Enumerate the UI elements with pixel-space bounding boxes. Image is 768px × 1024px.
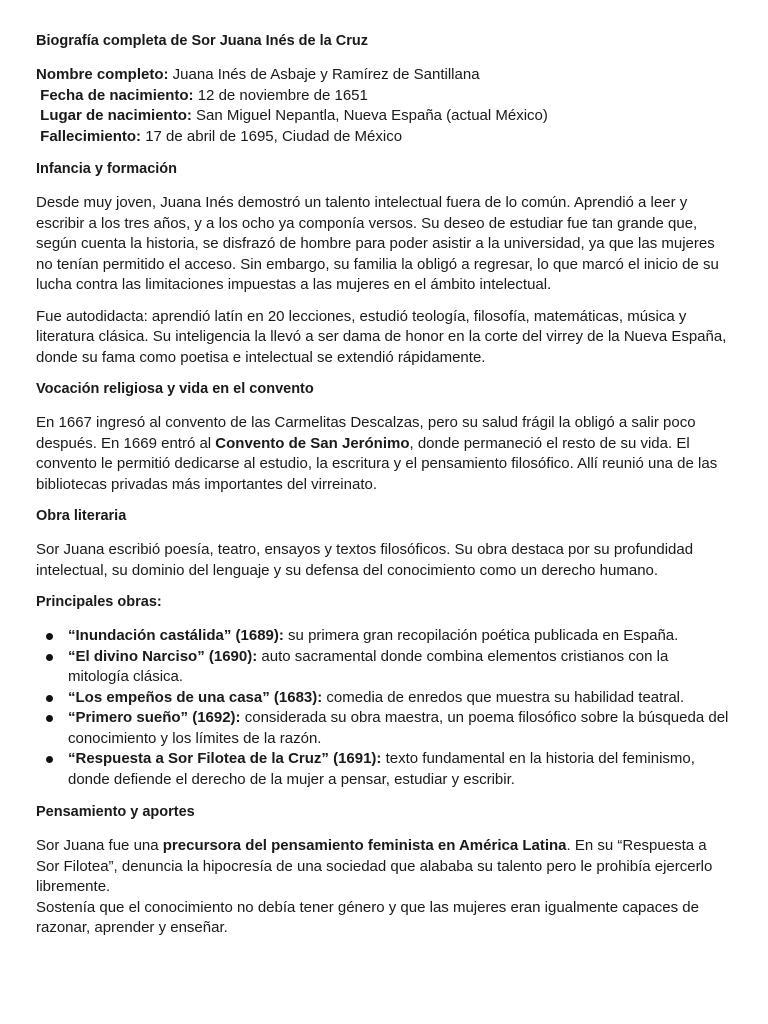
bullet-icon: [46, 756, 53, 763]
paragraph: [36, 836, 732, 939]
list-item: [36, 708, 732, 749]
work-title: “Los empeños de una casa” (1683):: [68, 688, 323, 706]
facts-block: [36, 65, 732, 147]
list-item: [36, 626, 732, 647]
document-title: Biografía completa de Sor Juana Inés de la Cruz: [36, 33, 368, 49]
section-heading-pensamiento: Pensamiento y aportes: [36, 804, 195, 820]
work-description: su primera gran recopilación poética publicada en España.: [283, 627, 679, 644]
section-heading-vocacion: Vocación religiosa y vida en el convento: [36, 381, 314, 397]
paragraph: Fue autodidacta: aprendió latín en 20 lecciones, estudió teología, filosofía, matemáticas, música y literatura clásica. Su inteligencia la llevó a ser dama de honor en la corte del virrey de la Nueva España, donde su fama como poetisa e intelectual se extendió rápidamente.: [36, 307, 727, 366]
bold-text-run: precursora del pensamiento feminista en América Latina: [162, 837, 567, 854]
bullet-icon: [46, 695, 53, 702]
text-run: En 1667 ingresó al convento de las Carmelitas Descalzas, pero su salud frágil la obligó a salir poco después. En 1669 entró al: [36, 414, 696, 452]
text-run: Sor Juana fue una: [36, 837, 163, 854]
work-title: “El divino Narciso” (1690):: [68, 647, 258, 665]
fact-full-name: [36, 65, 732, 86]
text-run: Sostenía que el conocimiento no debía tener género y que las mujeres eran igualmente capaces de razonar, aprender y enseñar.: [36, 898, 699, 936]
fact-death: [36, 127, 732, 148]
works-list: [36, 626, 732, 790]
paragraph: [36, 413, 732, 495]
work-description: auto sacramental donde combina elementos cristianos con la mitología clásica.: [68, 647, 669, 685]
paragraph: Sor Juana escribió poesía, teatro, ensayos y textos filosóficos. Su obra destaca por su profundidad intelectual, su dominio del lenguaje y su defensa del conocimiento como un derecho humano.: [36, 541, 694, 579]
list-item: [36, 688, 732, 709]
section-heading-infancia: Infancia y formación: [36, 161, 178, 177]
bullet-icon: [46, 633, 53, 640]
fact-birth-place: [36, 106, 732, 127]
bold-text-run: Convento de San Jerónimo: [215, 434, 410, 452]
list-item: [36, 647, 732, 688]
fact-label: Lugar de nacimiento:: [40, 107, 192, 124]
fact-label: Fecha de nacimiento:: [40, 86, 194, 104]
paragraph: Desde muy joven, Juana Inés demostró un talento intelectual fuera de lo común. Aprendió a leer y escribir a los tres años, y a los ocho ya componía versos. Su deseo de estudiar fue tan grande que, según cuenta la historia, se disfrazó de hombre para poder asistir a la universidad, ya que las mujeres no tenían permitido el acceso. Sin embargo, su familia la obligó a regresar, lo que marcó el inicio de su lucha contra las limitaciones impuestas a las mujeres en el ámbito intelectual.: [36, 194, 719, 293]
work-description: texto fundamental en la historia del feminismo, donde defiende el derecho de la mujer a pensar, estudiar y escribir.: [68, 750, 695, 788]
work-title: “Primero sueño” (1692):: [68, 709, 241, 726]
bullet-icon: [46, 715, 53, 722]
text-run: , donde permaneció el resto de su vida. El convento le permitió dedicarse al estudio, la escritura y el pensamiento filosófico. Allí reunió una de las bibliotecas privadas más importantes del virreinato.: [36, 434, 718, 493]
work-title: “Inundación castálida” (1689):: [68, 627, 284, 644]
fact-value: Juana Inés de Asbaje y Ramírez de Santillana: [168, 66, 480, 83]
fact-value: 17 de abril de 1695, Ciudad de México: [141, 127, 403, 145]
fact-value: San Miguel Nepantla, Nueva España (actual México): [191, 107, 548, 124]
fact-birth-date: [36, 86, 732, 107]
fact-label: Fallecimiento:: [40, 127, 142, 145]
work-title: “Respuesta a Sor Filotea de la Cruz” (1691):: [68, 750, 382, 767]
section-heading-obra: Obra literaria: [36, 508, 127, 524]
text-run: . En su “Respuesta a Sor Filotea”, denuncia la hipocresía de una sociedad que alababa su talento pero le prohibía ejercerlo libremente.: [36, 837, 713, 895]
fact-label: Nombre completo:: [36, 66, 169, 83]
section-heading-principales: Principales obras:: [36, 594, 162, 610]
bullet-icon: [46, 654, 53, 661]
fact-value: 12 de noviembre de 1651: [193, 86, 368, 104]
work-description: comedia de enredos que muestra su habilidad teatral.: [322, 688, 685, 706]
work-description: considerada su obra maestra, un poema filosófico sobre la búsqueda del conocimiento y los límites de la razón.: [68, 709, 729, 747]
list-item: [36, 749, 732, 790]
